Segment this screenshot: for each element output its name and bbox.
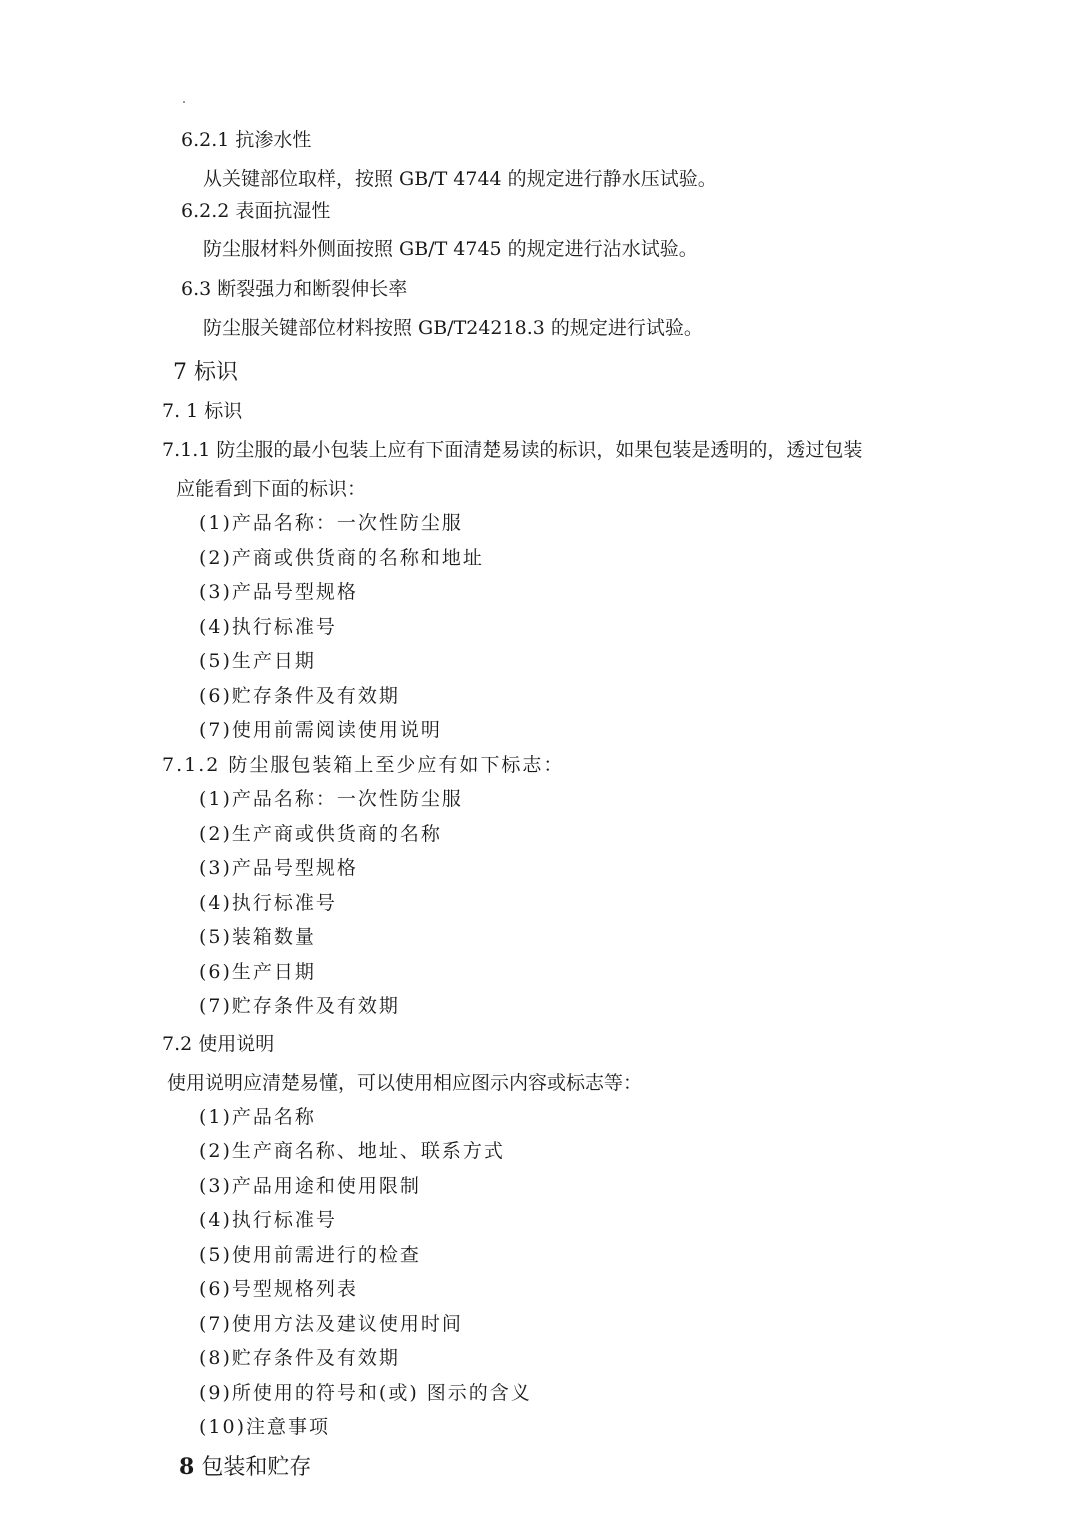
list-7-1-2-item: (3)产品号型规格 bbox=[199, 857, 358, 879]
paragraph-7-1-1-line2: 应能看到下面的标识： bbox=[176, 478, 367, 500]
paragraph-7-1-2: 7.1.2 防尘服包装箱上至少应有如下标志： bbox=[162, 754, 565, 776]
list-7-2-item: (10)注意事项 bbox=[199, 1416, 331, 1438]
list-7-1-1-item: (7)使用前需阅读使用说明 bbox=[199, 719, 442, 741]
paragraph-6-3: 防尘服关键部位材料按照 GB/T24218.3 的规定进行试验。 bbox=[203, 317, 703, 339]
heading-6-3: 6.3 断裂强力和断裂伸长率 bbox=[181, 278, 408, 300]
list-7-2-item: (2)生产商名称、地址、联系方式 bbox=[199, 1140, 505, 1162]
list-7-1-1-item: (5)生产日期 bbox=[199, 650, 316, 672]
list-7-1-1-item: (2)产商或供货商的名称和地址 bbox=[199, 547, 484, 569]
list-7-1-2-item: (1)产品名称：一次性防尘服 bbox=[199, 788, 463, 810]
list-7-1-2-item: (7)贮存条件及有效期 bbox=[199, 995, 400, 1017]
list-7-2-item: (9)所使用的符号和(或) 图示的含义 bbox=[199, 1382, 532, 1404]
heading-6-2-2: 6.2.2 表面抗湿性 bbox=[181, 200, 331, 222]
list-7-1-2-item: (5)装箱数量 bbox=[199, 926, 316, 948]
scan-speck bbox=[183, 101, 185, 103]
list-7-2-item: (7)使用方法及建议使用时间 bbox=[199, 1313, 463, 1335]
list-7-2-item: (6)号型规格列表 bbox=[199, 1278, 358, 1300]
section-8-number: 8 bbox=[179, 1454, 195, 1480]
list-7-2-item: (1)产品名称 bbox=[199, 1106, 316, 1128]
section-8-label: 包装和贮存 bbox=[201, 1455, 312, 1480]
list-7-1-1-item: (6)贮存条件及有效期 bbox=[199, 685, 400, 707]
paragraph-7-2: 使用说明应清楚易懂，可以使用相应图示内容或标志等： bbox=[167, 1072, 643, 1094]
list-7-2-item: (8)贮存条件及有效期 bbox=[199, 1347, 400, 1369]
list-7-1-1-item: (4)执行标准号 bbox=[199, 616, 337, 638]
section-8-title bbox=[179, 1456, 311, 1479]
list-7-1-1-item: (1)产品名称：一次性防尘服 bbox=[199, 512, 463, 534]
list-7-2-item: (5)使用前需进行的检查 bbox=[199, 1244, 421, 1266]
heading-7-2: 7.2 使用说明 bbox=[162, 1033, 275, 1055]
paragraph-7-1-1-line1: 7.1.1 防尘服的最小包装上应有下面清楚易读的标识，如果包装是透明的，透过包装 bbox=[162, 439, 863, 461]
paragraph-6-2-2: 防尘服材料外侧面按照 GB/T 4745 的规定进行沾水试验。 bbox=[203, 238, 698, 260]
heading-6-2-1: 6.2.1 抗渗水性 bbox=[181, 129, 312, 151]
list-7-1-2-item: (2)生产商或供货商的名称 bbox=[199, 823, 442, 845]
paragraph-6-2-1: 从关键部位取样，按照 GB/T 4744 的规定进行静水压试验。 bbox=[203, 168, 717, 190]
list-7-1-1-item: (3)产品号型规格 bbox=[199, 581, 358, 603]
section-7-title: 7 标识 bbox=[173, 360, 238, 385]
list-7-2-item: (4)执行标准号 bbox=[199, 1209, 337, 1231]
list-7-1-2-item: (4)执行标准号 bbox=[199, 892, 337, 914]
list-7-2-item: (3)产品用途和使用限制 bbox=[199, 1175, 421, 1197]
list-7-1-2-item: (6)生产日期 bbox=[199, 961, 316, 983]
heading-7-1: 7. 1 标识 bbox=[162, 400, 243, 422]
